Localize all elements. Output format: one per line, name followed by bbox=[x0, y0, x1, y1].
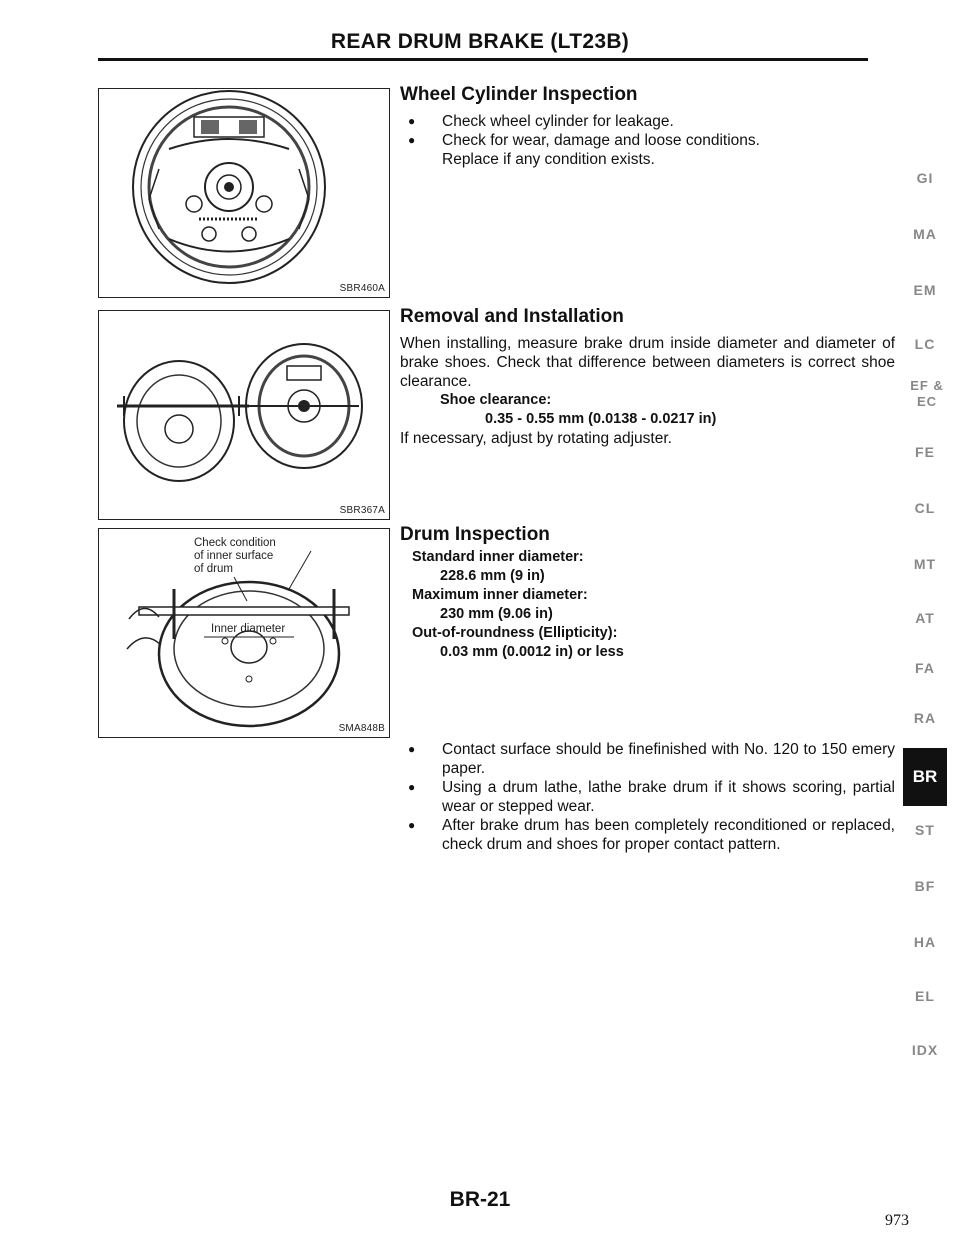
side-tab-gi[interactable]: GI bbox=[916, 170, 934, 186]
section-wheel-cylinder bbox=[400, 84, 895, 169]
callout-line: of inner surface bbox=[194, 550, 274, 562]
side-tab-st[interactable]: ST bbox=[915, 822, 935, 838]
section-removal-installation bbox=[400, 306, 895, 448]
side-tab-at[interactable]: AT bbox=[915, 610, 935, 626]
side-tab-idx[interactable]: IDX bbox=[911, 1042, 939, 1058]
section-heading: Wheel Cylinder Inspection bbox=[400, 84, 638, 105]
spec-value: 230 mm (9.06 in) bbox=[440, 606, 553, 622]
side-tab-ma[interactable]: MA bbox=[913, 226, 937, 242]
side-tab-bf[interactable]: BF bbox=[914, 878, 936, 894]
spec-value: 228.6 mm (9 in) bbox=[440, 568, 545, 584]
spec-label: Standard inner diameter: bbox=[412, 549, 584, 565]
callout-check-condition bbox=[194, 537, 276, 576]
spec-label: Out-of-roundness (Ellipticity): bbox=[412, 625, 618, 641]
drum-caliper-illustration bbox=[99, 311, 389, 519]
body-text: When installing, measure brake drum inside diameter and diameter of brake shoes. Check that difference between diameters is correct shoe clearance. bbox=[400, 335, 895, 390]
list-item: ● Check wheel cylinder for leakage. bbox=[408, 112, 895, 131]
brake-assembly-illustration bbox=[99, 89, 389, 297]
figure-code: SMA848B bbox=[338, 723, 385, 734]
side-tab-cl[interactable]: CL bbox=[914, 500, 936, 516]
side-tab-br-active[interactable]: BR bbox=[903, 748, 947, 806]
spec-label: Maximum inner diameter: bbox=[412, 587, 588, 603]
figure-measure-clearance bbox=[98, 310, 390, 520]
figure-code: SBR460A bbox=[339, 283, 385, 294]
header-rule bbox=[98, 58, 868, 61]
side-tab-fa[interactable]: FA bbox=[915, 660, 935, 676]
page-number: BR-21 bbox=[449, 1188, 511, 1211]
spec-label: Shoe clearance: bbox=[440, 392, 552, 408]
section-heading: Removal and Installation bbox=[400, 306, 624, 327]
list-item: ● Using a drum lathe, lathe brake drum if it shows scoring, partial wear or stepped wear. bbox=[408, 778, 895, 816]
side-tab-ha[interactable]: HA bbox=[913, 934, 937, 950]
print-number: 973 bbox=[885, 1212, 909, 1229]
bullet-list bbox=[400, 112, 895, 150]
page-title: REAR DRUM BRAKE (LT23B) bbox=[330, 30, 630, 53]
side-tab-ra[interactable]: RA bbox=[913, 710, 937, 726]
figure-drum-inspection bbox=[98, 528, 390, 738]
side-tab-em[interactable]: EM bbox=[913, 282, 937, 298]
callout-line: of drum bbox=[194, 563, 233, 575]
list-item: ● Check for wear, damage and loose conditions. bbox=[408, 131, 895, 150]
spec-value: 0.03 mm (0.0012 in) or less bbox=[440, 644, 624, 660]
side-tab-el[interactable]: EL bbox=[915, 988, 935, 1004]
callout-line: Check condition bbox=[194, 537, 276, 549]
section-heading: Drum Inspection bbox=[400, 524, 550, 545]
spec-value: 0.35 - 0.55 mm (0.0138 - 0.0217 in) bbox=[485, 411, 717, 427]
section-drum-bullets bbox=[408, 740, 895, 854]
section-drum-inspection bbox=[400, 524, 895, 662]
body-text: If necessary, adjust by rotating adjuster. bbox=[400, 430, 672, 447]
callout-inner-diameter: Inner diameter bbox=[211, 623, 286, 635]
figure-wheel-cylinder bbox=[98, 88, 390, 298]
bullet-list bbox=[408, 740, 895, 854]
list-item: ● After brake drum has been completely reconditioned or replaced, check drum and shoes for proper contact pattern. bbox=[408, 816, 895, 854]
side-tab-fe[interactable]: FE bbox=[915, 444, 935, 460]
spec-block bbox=[400, 548, 895, 662]
side-tab-ef-ec[interactable]: EF & EC bbox=[910, 378, 944, 409]
figure-code: SBR367A bbox=[339, 505, 385, 516]
list-item: ● Contact surface should be finefinished with No. 120 to 150 emery paper. bbox=[408, 740, 895, 778]
body-text: Replace if any condition exists. bbox=[442, 151, 655, 168]
side-tab-mt[interactable]: MT bbox=[913, 556, 937, 572]
side-tab-lc[interactable]: LC bbox=[914, 336, 936, 352]
